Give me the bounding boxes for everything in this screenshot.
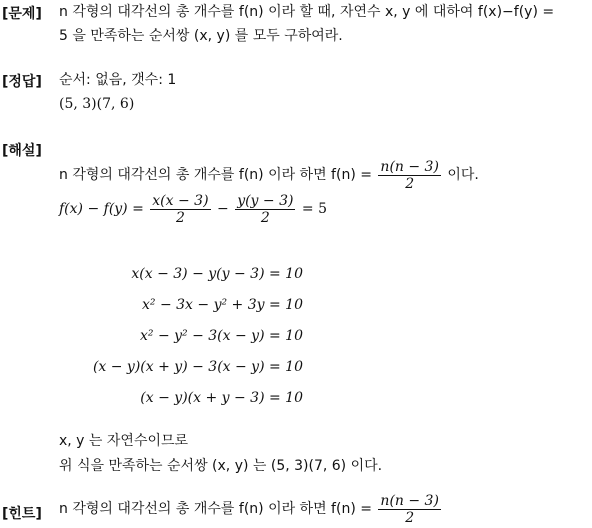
conclusion-line-2: 위 식을 만족하는 순서쌍 (x, y) 는 (5, 3)(7, 6) 이다. bbox=[59, 458, 383, 474]
fraction-numerator: n(n − 3) bbox=[380, 158, 439, 175]
fraction-numerator: y(y − 3) bbox=[237, 192, 294, 209]
fraction-numerator: n(n − 3) bbox=[380, 492, 439, 509]
conclusion-line-1: x, y 는 자연수이므로 bbox=[59, 433, 189, 449]
solution-line-2-suffix: = 5 bbox=[301, 201, 328, 217]
hint-line bbox=[59, 492, 443, 526]
solution-line-1-fraction bbox=[378, 159, 441, 192]
hint-label: [힌트] bbox=[2, 506, 42, 522]
equation-4: (x − y)(x + y) − 3(x − y) = 10 bbox=[92, 359, 303, 375]
hint-prefix: n 각형의 대각선의 총 개수를 f(n) 이라 하면 f(n) = bbox=[59, 501, 372, 517]
answer-line-1: 순서: 없음, 갯수: 1 bbox=[59, 72, 177, 88]
minus-sign: − bbox=[217, 201, 229, 217]
problem-label: [문제] bbox=[2, 6, 42, 22]
equation-2: x² − 3x − y² + 3y = 10 bbox=[142, 297, 303, 313]
answer-label: [정답] bbox=[2, 74, 42, 90]
fraction-denominator: 2 bbox=[260, 209, 270, 226]
solution-line-2-prefix: f(x) − f(y) = bbox=[59, 201, 144, 217]
solution-line-2 bbox=[59, 192, 327, 226]
fraction-numerator: x(x − 3) bbox=[152, 192, 209, 209]
answer-line-2: (5, 3)(7, 6) bbox=[59, 96, 135, 112]
fraction-denominator: 2 bbox=[175, 209, 185, 226]
fraction-denominator: 2 bbox=[405, 175, 415, 192]
problem-line-2: 5 을 만족하는 순서쌍 (x, y) 를 모두 구하여라. bbox=[59, 28, 343, 44]
equation-3: x² − y² − 3(x − y) = 10 bbox=[139, 328, 303, 344]
fraction-denominator: 2 bbox=[405, 509, 415, 526]
solution-line-1 bbox=[59, 158, 479, 192]
equation-1: x(x − 3) − y(y − 3) = 10 bbox=[131, 266, 303, 282]
hint-fraction bbox=[378, 493, 441, 526]
solution-line-1-suffix: 이다. bbox=[447, 167, 479, 183]
solution-line-2-fraction-2 bbox=[235, 193, 295, 226]
solution-line-2-fraction-1 bbox=[150, 193, 210, 226]
equation-5: (x − y)(x + y − 3) = 10 bbox=[140, 390, 303, 406]
solution-line-1-prefix: n 각형의 대각선의 총 개수를 f(n) 이라 하면 f(n) = bbox=[59, 167, 372, 183]
problem-line-1: n 각형의 대각선의 총 개수를 f(n) 이라 할 때, 자연수 x, y 에 대하여 f(x)−f(y) = bbox=[59, 4, 555, 20]
solution-label: [해설] bbox=[2, 143, 42, 159]
